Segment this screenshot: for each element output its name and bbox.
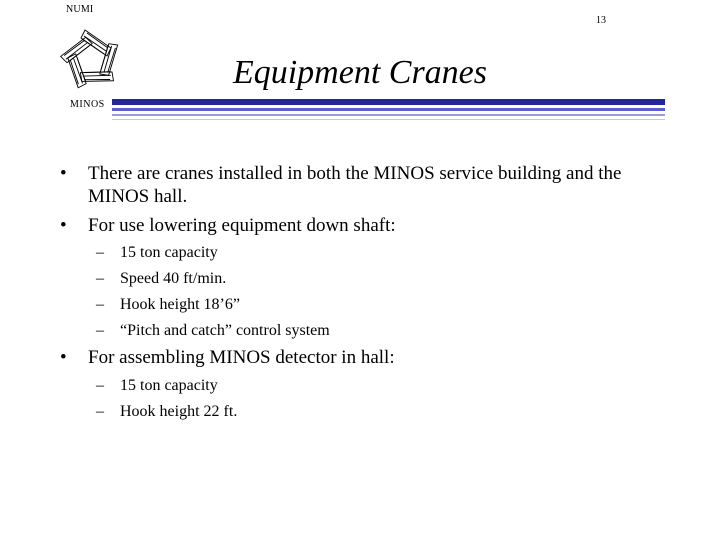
- sub-bullet-text: 15 ton capacity: [120, 244, 218, 261]
- bullet-item: [60, 214, 678, 237]
- sub-bullet-item: [96, 243, 680, 263]
- bullet-item: [60, 346, 678, 369]
- title-rule-thick: [112, 99, 665, 105]
- sub-bullet-item: [96, 402, 680, 422]
- sub-bullet-text: Speed 40 ft/min.: [120, 270, 227, 287]
- bullet-text: For assembling MINOS detector in hall:: [88, 347, 395, 368]
- bullet-text: There are cranes installed in both the MINOS service building and the MINOS hall.: [88, 163, 622, 207]
- logo-label: MINOS: [70, 99, 105, 110]
- page-title: Equipment Cranes: [232, 54, 488, 91]
- sub-bullet-text: “Pitch and catch” control system: [120, 322, 330, 339]
- bullet-marker: •: [60, 347, 67, 368]
- sub-bullet-text: Hook height 22 ft.: [120, 403, 238, 420]
- sub-bullet-marker: –: [96, 270, 104, 287]
- sub-bullet-item: [96, 321, 680, 341]
- bullet-text: For use lowering equipment down shaft:: [88, 215, 396, 236]
- header-org-label: NUMI: [66, 4, 94, 15]
- bullet-marker: •: [60, 215, 67, 236]
- sub-bullet-marker: –: [96, 377, 104, 394]
- sub-bullet-item: [96, 269, 680, 289]
- page-number: 13: [596, 15, 606, 26]
- sub-bullet-marker: –: [96, 403, 104, 420]
- bullet-marker: •: [60, 163, 67, 184]
- sub-bullet-marker: –: [96, 296, 104, 313]
- sub-bullet-item: [96, 295, 680, 315]
- sub-bullet-text: Hook height 18’6”: [120, 296, 240, 313]
- sub-bullet-text: 15 ton capacity: [120, 377, 218, 394]
- sub-bullet-marker: –: [96, 244, 104, 261]
- title-rule-hairline: [112, 119, 665, 120]
- title-rule-medium: [112, 108, 665, 111]
- title-rule-thin: [112, 114, 665, 116]
- sub-bullet-marker: –: [96, 322, 104, 339]
- bullet-item: [60, 162, 678, 208]
- sub-bullet-item: [96, 376, 680, 396]
